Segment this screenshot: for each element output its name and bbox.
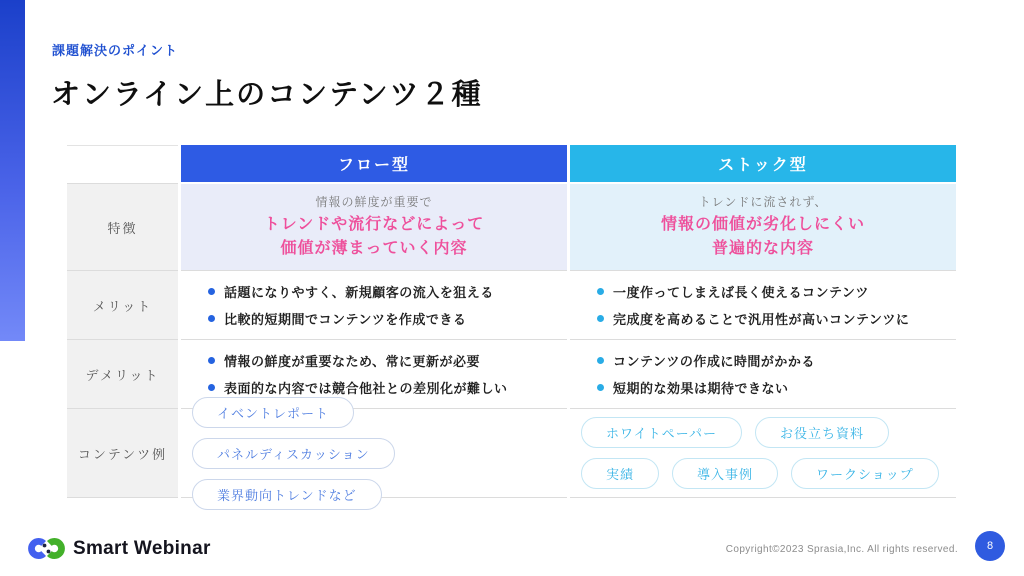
bullet-text: 比較的短期間でコンテンツを作成できる: [224, 312, 467, 327]
demerits-list-stock: [570, 340, 956, 408]
page-number-badge: 8: [975, 531, 1005, 561]
bullet-text: 一度作ってしまえば長く使えるコンテンツ: [613, 285, 869, 300]
bullet-dot: [597, 288, 604, 295]
bullet-text: 表面的な内容では競合他社との差別化が難しい: [224, 381, 508, 396]
bullet-dot: [597, 315, 604, 322]
merits-list-flow: [181, 271, 567, 339]
content-example-pill: イベントレポート: [192, 397, 354, 428]
column-header-stock: ストック型: [570, 145, 956, 184]
content-example-pill: お役立ち資料: [755, 417, 889, 448]
bullet-text: 完成度を高めることで汎用性が高いコンテンツに: [613, 312, 910, 327]
feature-highlight-line: 価値が薄まっていく内容: [280, 240, 468, 257]
feature-highlight-stock: [661, 213, 865, 261]
bullet-dot: [208, 315, 215, 322]
content-example-pill: 導入事例: [672, 458, 778, 489]
content-example-pill: ワークショップ: [791, 458, 939, 489]
bullet-item: [208, 282, 559, 301]
feature-cell-stock: [570, 184, 956, 271]
brand-logo: [28, 535, 211, 562]
examples-cell-flow: [181, 405, 567, 503]
bullet-item: [597, 282, 948, 301]
bullet-text: 短期的な効果は期待できない: [613, 381, 789, 396]
brand-logo-text: Smart Webinar: [73, 537, 211, 559]
feature-lead-stock: トレンドに流されず、: [698, 195, 828, 209]
feature-highlight-flow: [264, 213, 485, 261]
bullet-text: 情報の鮮度が重要なため、常に更新が必要: [224, 354, 480, 369]
content-example-pill: ホワイトペーパー: [581, 417, 742, 448]
examples-pills-stock: [570, 409, 956, 497]
bullet-dot: [597, 384, 604, 391]
feature-cell-flow: [181, 184, 567, 271]
merits-list-stock: [570, 271, 956, 339]
comparison-table: [67, 145, 956, 503]
bullet-item: [208, 378, 559, 397]
examples-pills-flow: [181, 405, 567, 503]
row-label-features: 特徴: [67, 184, 178, 271]
content-example-pill: 実績: [581, 458, 659, 489]
content-example-pill: 業界動向トレンドなど: [192, 479, 382, 510]
content-example-pill: パネルディスカッション: [192, 438, 395, 469]
feature-lead-flow: 情報の鮮度が重要で: [315, 195, 433, 209]
bullet-dot: [597, 357, 604, 364]
bullet-item: [208, 351, 559, 370]
eyebrow-label: 課題解決のポイント: [52, 43, 179, 58]
row-label-merits: メリット: [67, 271, 178, 340]
bullet-item: [208, 309, 559, 328]
bullet-text: 話題になりやすく、新規顧客の流入を狙える: [224, 285, 494, 300]
table-corner-cell: [67, 145, 178, 184]
bullet-dot: [208, 288, 215, 295]
bullet-dot: [208, 384, 215, 391]
page-title: オンライン上のコンテンツ２種: [51, 79, 483, 111]
bullet-dot: [208, 357, 215, 364]
merits-cell-flow: [181, 271, 567, 340]
row-label-demerits: デメリット: [67, 340, 178, 409]
bullet-item: [597, 309, 948, 328]
smart-webinar-logo-icon: [28, 535, 65, 562]
examples-cell-stock: [570, 409, 956, 498]
bullet-item: [597, 351, 948, 370]
bullet-item: [597, 378, 948, 397]
copyright-text: Copyright©2023 Sprasia,Inc. All rights reserved.: [725, 544, 958, 555]
column-header-flow: フロー型: [181, 145, 567, 184]
feature-highlight-line: トレンドや流行などによって: [263, 216, 485, 233]
feature-highlight-line: 普遍的な内容: [711, 240, 814, 257]
feature-highlight-line: 情報の価値が劣化しにくい: [660, 216, 865, 233]
left-accent-bar: [0, 0, 25, 341]
row-label-examples: コンテンツ例: [67, 409, 178, 498]
demerits-cell-stock: [570, 340, 956, 409]
bullet-text: コンテンツの作成に時間がかかる: [613, 354, 815, 369]
merits-cell-stock: [570, 271, 956, 340]
